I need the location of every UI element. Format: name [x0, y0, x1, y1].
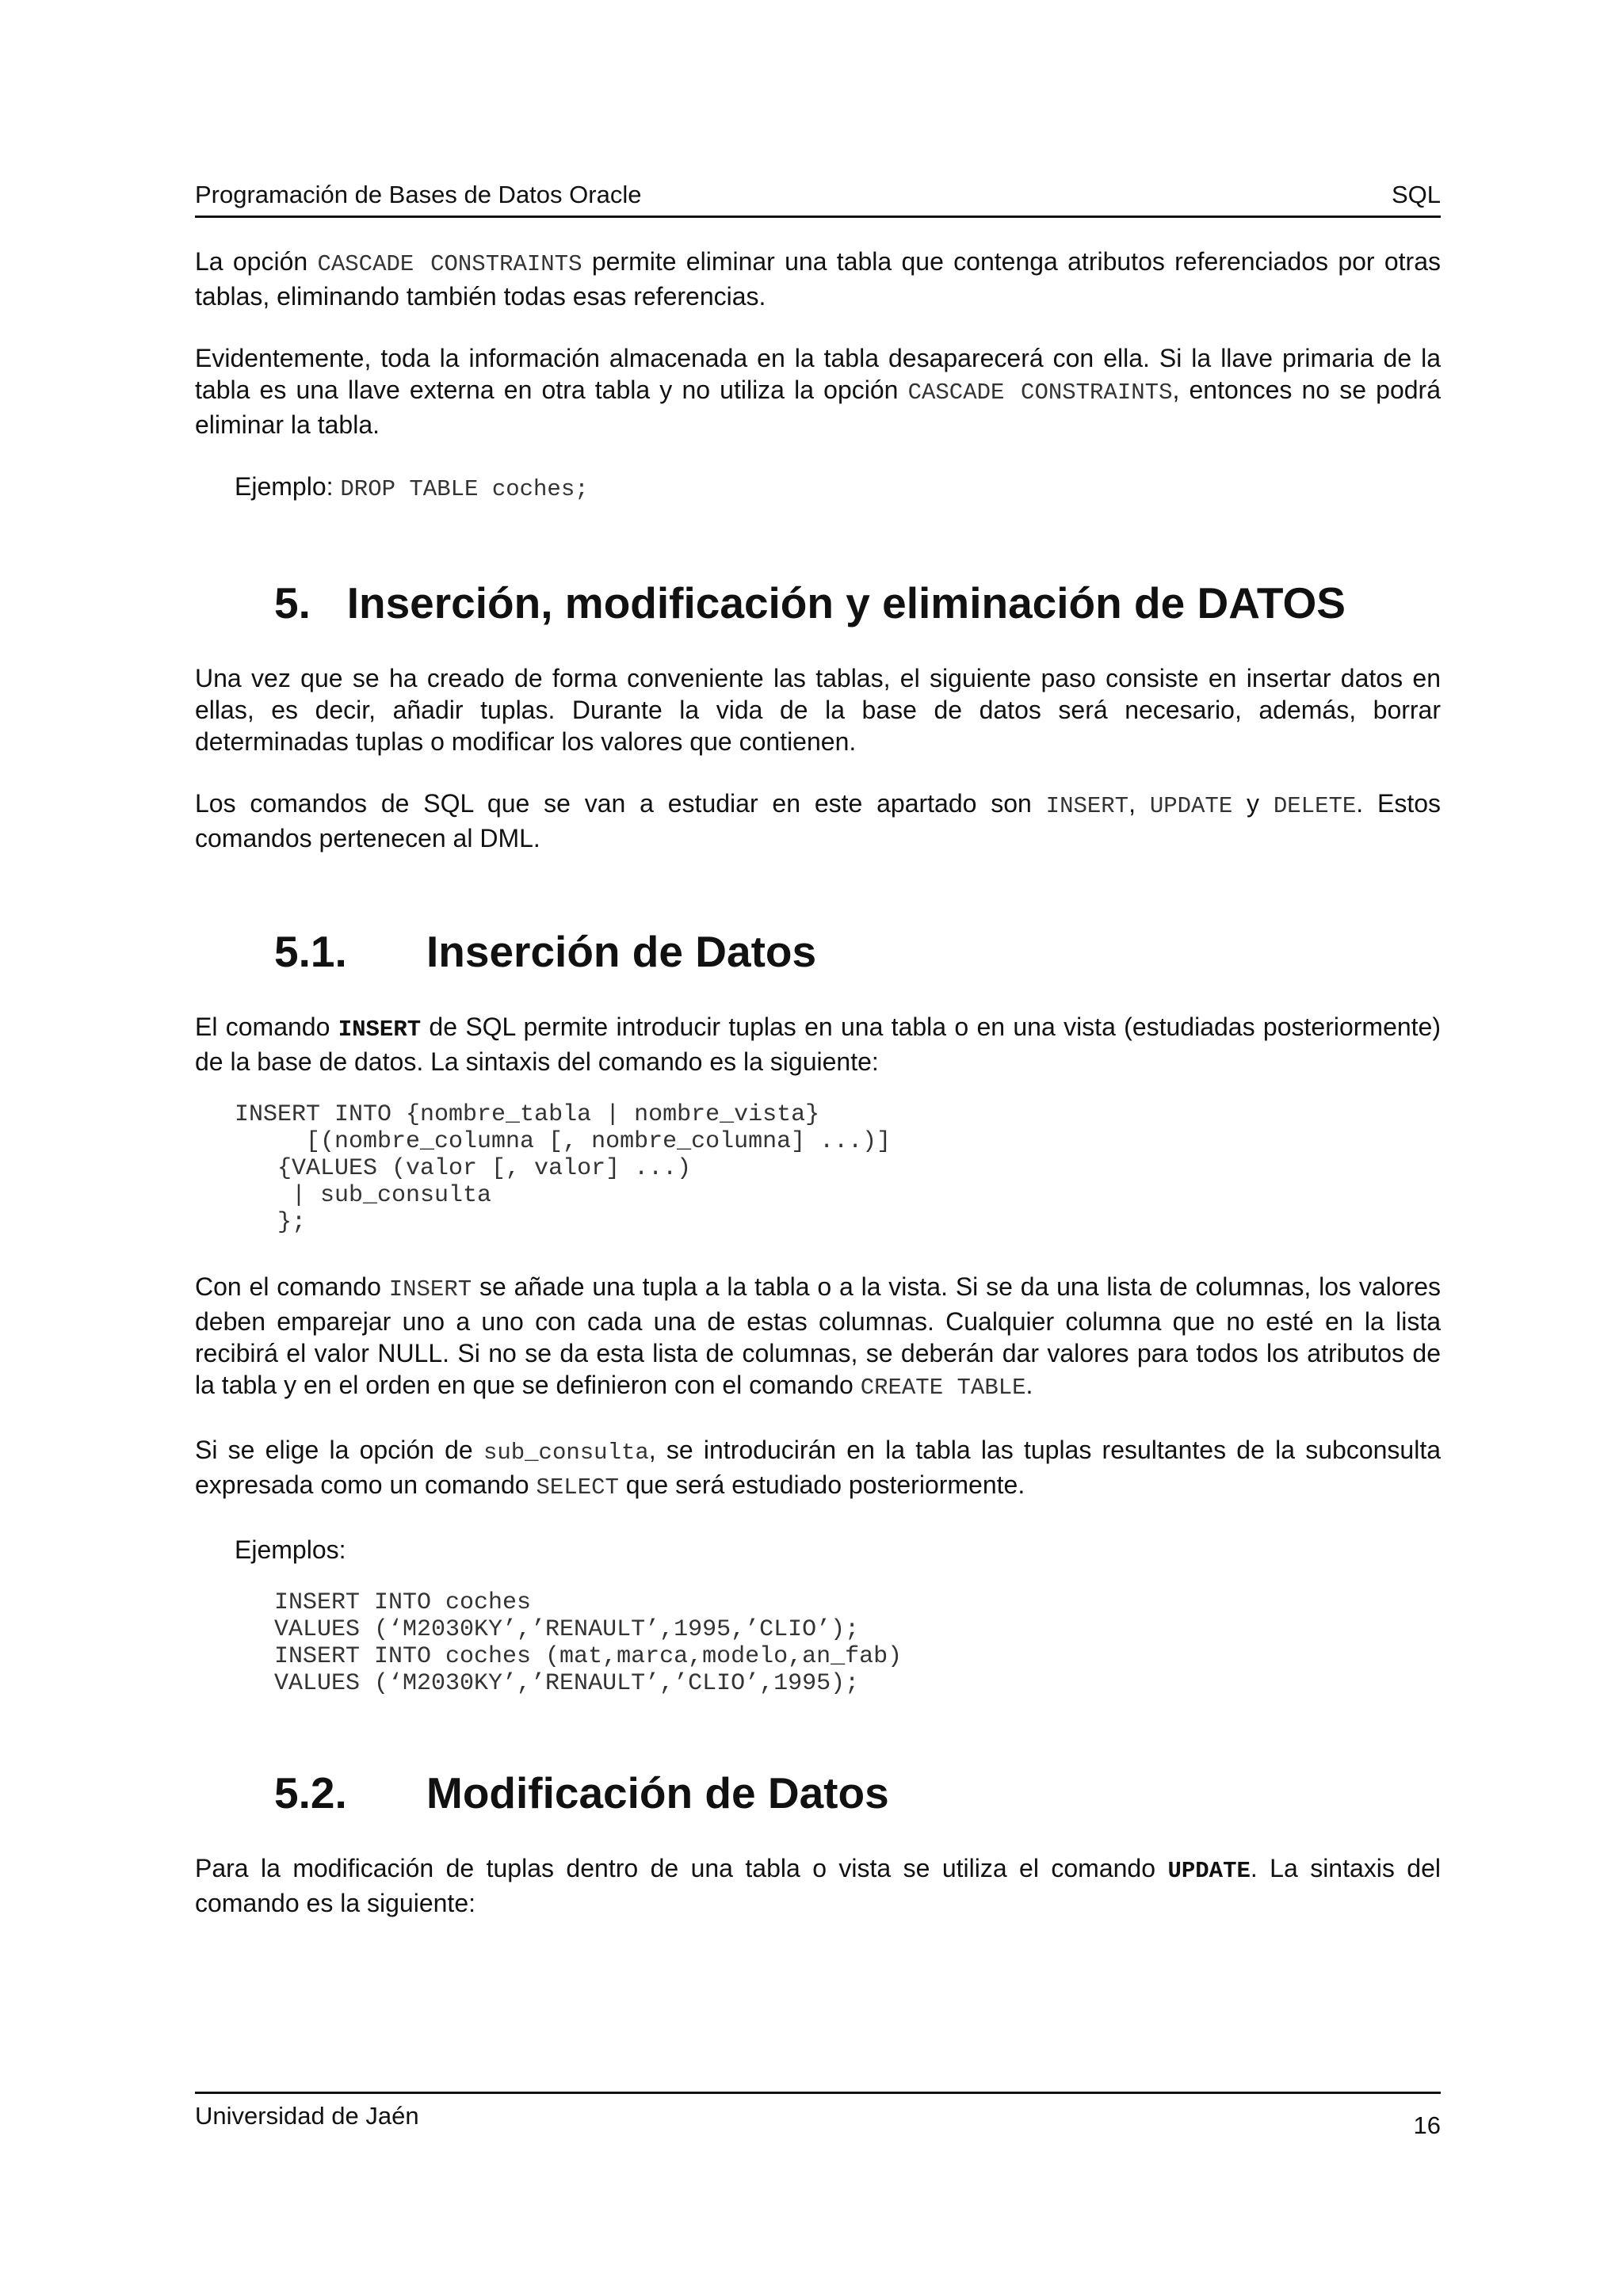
- text: Evidentemente, toda la información almacenada en la tabla desaparecerá con ella. Si la llave primaria de la tabla es una llave externa en otra tabla y no utiliza la opción: [195, 344, 1441, 404]
- paragraph-commands: [195, 788, 1441, 854]
- text: El comando: [195, 1013, 338, 1041]
- section-number: 5.1.: [274, 927, 347, 976]
- text: Si se elige la opción de: [195, 1436, 483, 1464]
- inline-code: UPDATE: [1167, 1858, 1251, 1884]
- paragraph-insert: [195, 1011, 1441, 1077]
- subsection-heading-5-1: [195, 924, 1441, 979]
- page-footer: [195, 2092, 1441, 2142]
- text: . Estos comandos pertenecen al DML.: [195, 789, 1442, 852]
- section-title: Modificación de Datos: [426, 1768, 889, 1817]
- examples-label: Ejemplos:: [235, 1535, 346, 1564]
- example-label: Ejemplo:: [235, 472, 341, 501]
- text: ,: [1128, 789, 1150, 818]
- paragraph-update: [195, 1852, 1441, 1919]
- text: que será estudiado posteriormente.: [618, 1470, 1025, 1499]
- inline-code: DELETE: [1273, 793, 1357, 819]
- text: permite eliminar una tabla que contenga atributos referenciados por otras tablas, eliminando también todas esas referencias.: [195, 247, 1442, 311]
- page-body: [195, 246, 1441, 1919]
- text: Con el comando: [195, 1272, 389, 1301]
- text: y: [1232, 789, 1274, 818]
- inline-code: CASCADE CONSTRAINTS: [907, 379, 1173, 406]
- inline-code: CREATE TABLE: [860, 1375, 1026, 1401]
- paragraph-insert-details: [195, 1271, 1441, 1404]
- subsection-heading-5-2: [195, 1765, 1441, 1821]
- page-number: 16: [1413, 2111, 1441, 2139]
- inline-code: sub_consulta: [483, 1440, 649, 1466]
- example-drop-table: [235, 471, 1441, 505]
- text: , entonces no se podrá eliminar la tabla.: [195, 376, 1442, 439]
- section-number: 5.2.: [274, 1768, 347, 1817]
- inline-code: CASCADE CONSTRAINTS: [317, 251, 582, 277]
- text: La opción: [195, 247, 318, 276]
- paragraph-evidentemente: [195, 342, 1441, 441]
- inline-code: SELECT: [536, 1474, 619, 1501]
- inline-code: INSERT: [338, 1016, 422, 1043]
- syntax-block: INSERT INTO {nombre_tabla | nombre_vista} [(nombre_columna [, nombre_columna] ...)] {VALUES (valor [, valor] ...) | sub_consulta };: [235, 1101, 892, 1236]
- inline-code: INSERT: [388, 1276, 472, 1302]
- header-title: Programación de Bases de Datos Oracle: [195, 181, 642, 208]
- text: .: [1025, 1371, 1033, 1399]
- text: . La sintaxis del comando es la siguiente:: [195, 1854, 1442, 1917]
- text: de SQL permite introducir tuplas en una tabla o en una vista (estudiadas posteriormente) de la base de datos. La sintaxis del comando es la siguiente:: [195, 1013, 1442, 1076]
- section-heading-5: 5. Inserción, modificación y eliminación de DATOS: [274, 578, 1346, 627]
- text: Los comandos de SQL que se van a estudiar en este apartado son: [195, 789, 1046, 818]
- inline-code: DROP TABLE coches;: [340, 476, 589, 502]
- header-section: SQL: [1391, 181, 1441, 208]
- paragraph-cascade: [195, 246, 1441, 312]
- paragraph-intro: Una vez que se ha creado de forma conveniente las tablas, el siguiente paso consiste en insertar datos en ellas, es decir, añadir tuplas. Durante la vida de la base de datos será necesario, además, borrar determinadas tuplas o modificar los valores que contienen.: [195, 664, 1441, 756]
- text: se añade una tupla a la tabla o a la vista. Si se da una lista de columnas, los valores deben emparejar uno a uno con cada una de estas columnas. Cualquier columna que no esté en la lista recibirá el valor NULL. Si no se da esta lista de columnas, se deberán dar valores para todos los atributos de la tabla y en el orden en que se definieron con el comando: [195, 1272, 1442, 1399]
- inline-code: UPDATE: [1149, 793, 1233, 819]
- inline-code: INSERT: [1045, 793, 1129, 819]
- examples-block: INSERT INTO coches VALUES (‘M2030KY’,’RENAULT’,1995,’CLIO’); INSERT INTO coches (mat,marca,modelo,an_fab) VALUES (‘M2030KY’,’RENAULT’,’CLIO’,1995);: [274, 1589, 903, 1697]
- footer-institution: Universidad de Jaén: [195, 2102, 419, 2130]
- text: Para la modificación de tuplas dentro de una tabla o vista se utiliza el comando: [195, 1854, 1168, 1882]
- page-header: [195, 176, 1441, 218]
- paragraph-subconsulta: [195, 1434, 1441, 1504]
- section-title: Inserción de Datos: [426, 927, 817, 976]
- text: , se introducirán en la tabla las tuplas resultantes de la subconsulta expresada como un comando: [195, 1436, 1442, 1499]
